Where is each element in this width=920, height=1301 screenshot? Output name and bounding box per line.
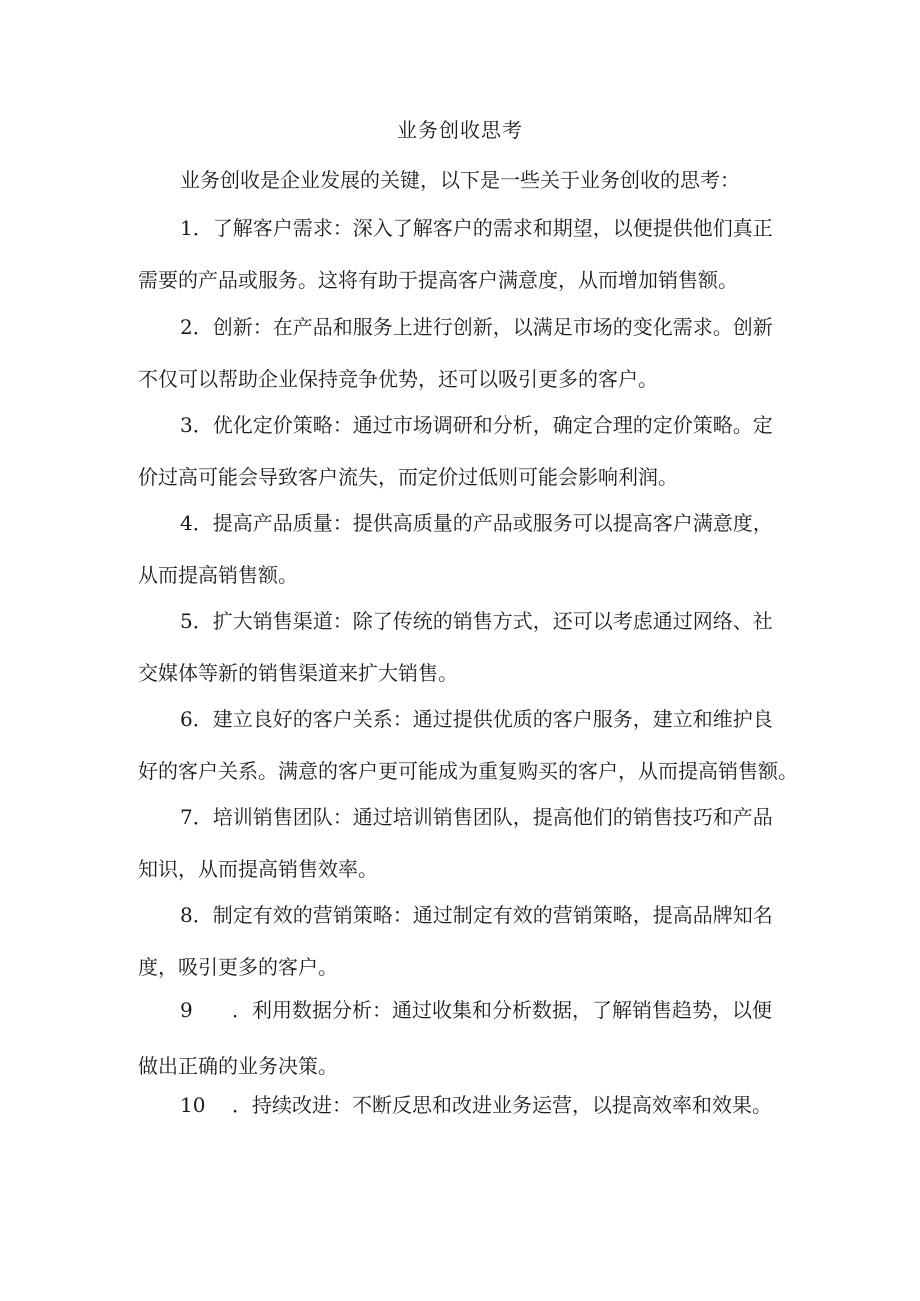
document-title: 业务创收思考 bbox=[397, 118, 523, 142]
list-item bbox=[138, 803, 788, 883]
item-text-line1: ．了解客户需求：深入了解客户的需求和期望，以便提供他们真正 bbox=[192, 216, 773, 240]
item-text-line2: 做出正确的业务决策。 bbox=[138, 1054, 338, 1078]
item-text-line1: ．制定有效的营销策略：通过制定有效的营销策略，提高品牌知名 bbox=[192, 903, 773, 927]
item-text-line1: ．持续改进：不断反思和改进业务运营，以提高效率和效果。 bbox=[232, 1093, 772, 1117]
item-text-line1: ．优化定价策略：通过市场调研和分析，确定合理的定价策略。定 bbox=[192, 413, 773, 437]
item-text-line1: ．利用数据分析：通过收集和分析数据，了解销售趋势，以便 bbox=[232, 998, 772, 1022]
item-number: 3 bbox=[180, 413, 193, 437]
item-text-line2: 知识，从而提高销售效率。 bbox=[138, 857, 378, 881]
list-item bbox=[138, 996, 788, 1080]
item-text-line2: 从而提高销售额。 bbox=[138, 563, 298, 587]
item-number: 8 bbox=[180, 903, 193, 927]
item-text-line2: 交媒体等新的销售渠道来扩大销售。 bbox=[138, 661, 458, 685]
list-item bbox=[138, 509, 788, 589]
item-text-line2: 需要的产品或服务。这将有助于提高客户满意度，从而增加销售额。 bbox=[138, 268, 738, 292]
item-number: 6 bbox=[180, 707, 193, 731]
item-text-line1: ．提高产品质量：提供高质量的产品或服务可以提高客户满意度， bbox=[192, 511, 773, 535]
intro-paragraph: 业务创收是企业发展的关键，以下是一些关于业务创收的思考： bbox=[180, 168, 740, 192]
item-number: 5 bbox=[180, 609, 193, 633]
list-item bbox=[138, 1091, 788, 1119]
item-number: 10 bbox=[180, 1093, 206, 1117]
list-item bbox=[138, 705, 798, 785]
item-text-line1: ．创新：在产品和服务上进行创新，以满足市场的变化需求。创新 bbox=[192, 315, 773, 339]
item-text-line2: 好的客户关系。满意的客户更可能成为重复购买的客户，从而提高销售额。 bbox=[138, 759, 798, 783]
item-number: 1 bbox=[180, 216, 193, 240]
item-number: 2 bbox=[180, 315, 193, 339]
item-text-line2: 不仅可以帮助企业保持竞争优势，还可以吸引更多的客户。 bbox=[138, 367, 658, 391]
list-item bbox=[138, 901, 788, 981]
item-text-line1: ．建立良好的客户关系：通过提供优质的客户服务，建立和维护良 bbox=[192, 707, 773, 731]
item-text-line2: 价过高可能会导致客户流失，而定价过低则可能会影响利润。 bbox=[138, 465, 678, 489]
item-number: 9 bbox=[180, 998, 193, 1022]
item-text-line2: 度，吸引更多的客户。 bbox=[138, 955, 338, 979]
list-item bbox=[138, 411, 788, 491]
list-item bbox=[138, 214, 788, 294]
item-number: 4 bbox=[180, 511, 193, 535]
item-text-line1: ．培训销售团队：通过培训销售团队，提高他们的销售技巧和产品 bbox=[192, 805, 773, 829]
list-item bbox=[138, 607, 788, 687]
item-text-line1: ．扩大销售渠道：除了传统的销售方式，还可以考虑通过网络、社 bbox=[192, 609, 773, 633]
item-number: 7 bbox=[180, 805, 193, 829]
list-item bbox=[138, 313, 788, 393]
